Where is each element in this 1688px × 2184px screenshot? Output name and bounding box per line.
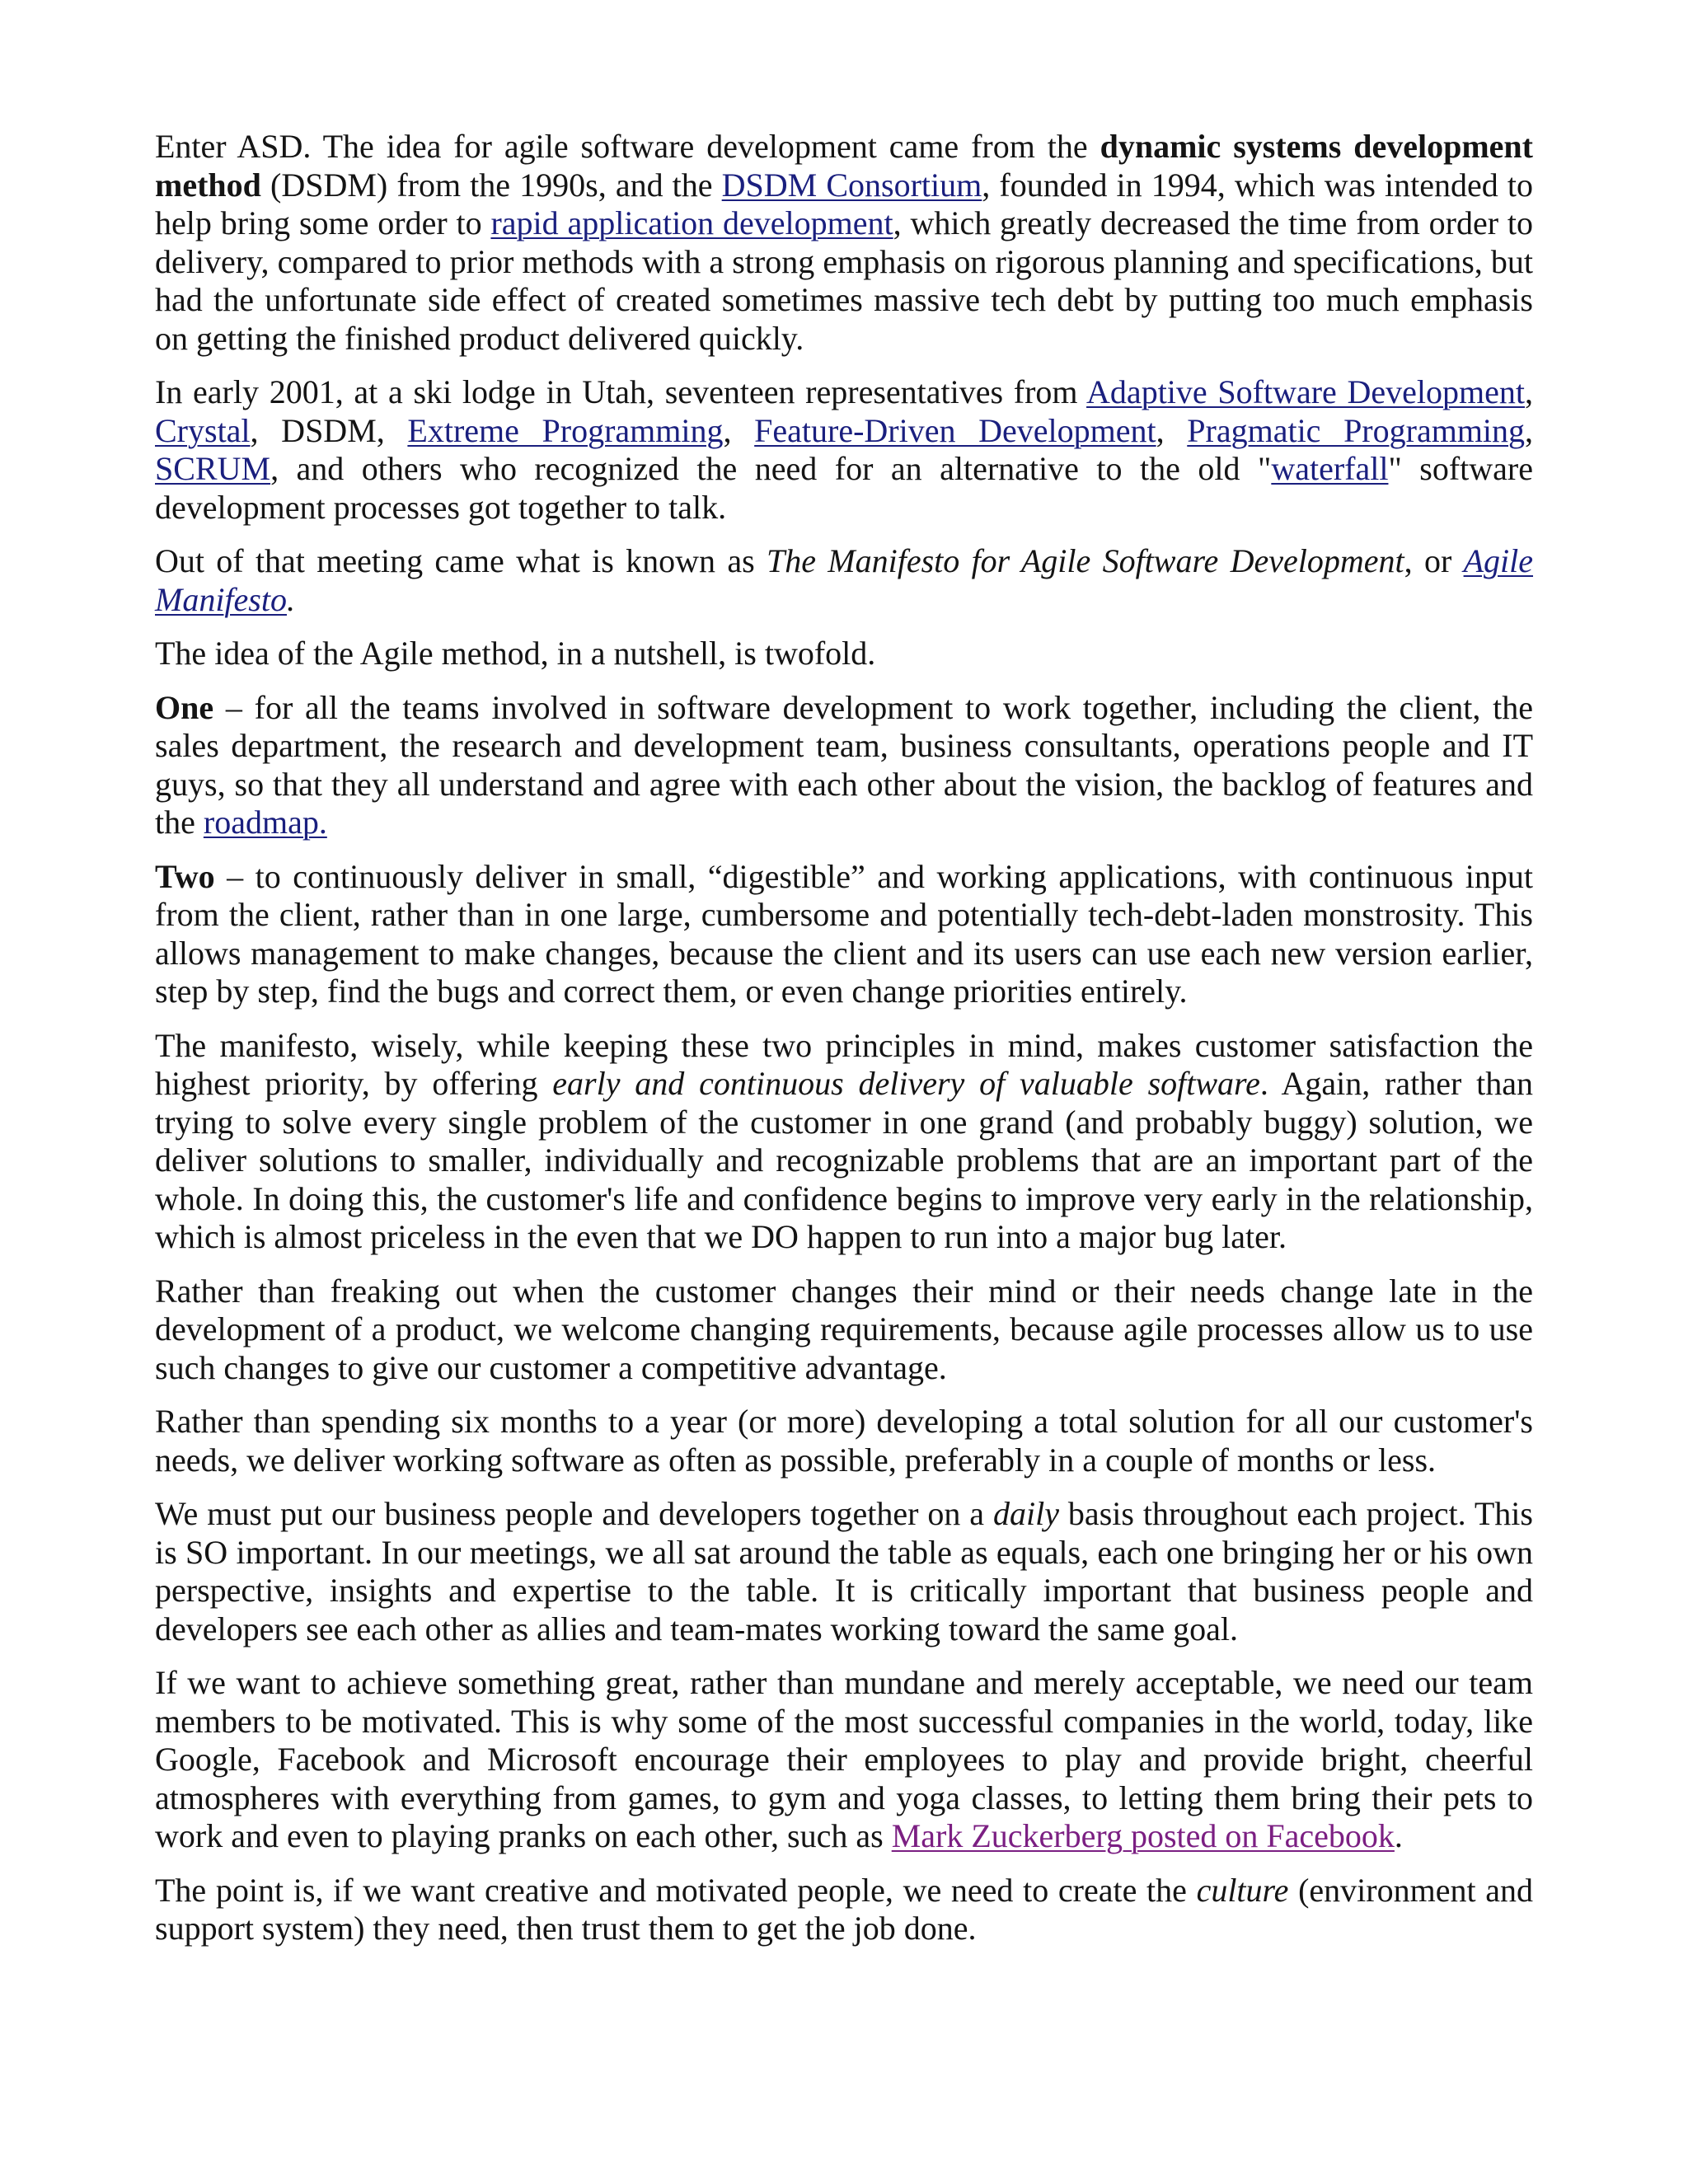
text: , xyxy=(1156,411,1188,449)
paragraph-twofold xyxy=(155,635,1533,673)
paragraph-principle-one xyxy=(155,689,1533,842)
text: basis throughout each project. This is SO important. In our meetings, we all sat around the table as equals, each one bringing her or his own perspective, insights and expertise to the table. It is critically important that business people and developers see each other as allies and team-mates working toward the same goal. xyxy=(155,1495,1533,1647)
text: In early 2001, at a ski lodge in Utah, seventeen representatives from xyxy=(155,373,1087,410)
text: (DSDM) from the 1990s, and the xyxy=(260,166,722,204)
italic-early-delivery: early and continuous delivery of valuable software xyxy=(552,1065,1260,1102)
text: Enter ASD. The idea for agile software development came from the xyxy=(155,128,1100,165)
link-mark-zuckerberg-facebook[interactable]: Mark Zuckerberg posted on Facebook xyxy=(891,1817,1395,1854)
text: " software development processes got together to talk. xyxy=(155,450,1534,526)
text: Out of that meeting came what is known as xyxy=(155,542,767,579)
italic-daily: daily xyxy=(993,1495,1059,1532)
text: The idea of the Agile method, in a nutshell, is twofold. xyxy=(155,635,876,672)
text: – to continuously deliver in small, “digestible” and working applications, with continuous input from the client, rather than in one large, cumbersome and potentially tech-debt-laden monstrosity. This allows management to make changes, because the client and its users can use each new version earlier, step by step, find the bugs and correct them, or even change priorities entirely. xyxy=(155,857,1533,1010)
text: , founded in 1994, which was intended to help bring some order to xyxy=(155,166,1533,241)
bold-label-two: Two xyxy=(155,857,215,895)
link-crystal[interactable]: Crystal xyxy=(155,411,251,449)
link-scrum[interactable]: SCRUM xyxy=(155,450,271,487)
paragraph-changing-requirements xyxy=(155,1272,1533,1388)
paragraph-ski-lodge xyxy=(155,373,1533,527)
bold-label-one: One xyxy=(155,688,214,726)
text: , which greatly decreased the time from order to delivery, compared to prior methods with a strong emphasis on rigorous planning and specifications, but had the unfortunate side effect of created sometimes massive tech debt by putting too much emphasis on getting the finished product delivered quickly. xyxy=(155,204,1534,357)
bold-term-dsdm: dynamic systems development method xyxy=(155,128,1533,204)
text: The manifesto, wisely, while keeping these two principles in mind, makes customer satisfaction the highest priority, by offering xyxy=(155,1026,1533,1102)
link-roadmap[interactable]: roadmap. xyxy=(203,804,327,841)
italic-culture: culture xyxy=(1196,1871,1289,1909)
text: (environment and support system) they need, then trust them to get the job done. xyxy=(155,1871,1533,1947)
document-page xyxy=(155,128,1533,1964)
link-rapid-application-development[interactable]: rapid application development xyxy=(490,204,893,241)
text: , xyxy=(1525,411,1534,449)
paragraph-asd-origin xyxy=(155,128,1533,358)
paragraph-principle-two xyxy=(155,858,1533,1011)
paragraph-manifesto xyxy=(155,542,1533,619)
link-agile-manifesto[interactable]: Agile Manifesto xyxy=(155,542,1534,618)
paragraph-customer-satisfaction xyxy=(155,1027,1533,1257)
text: The point is, if we want creative and motivated people, we need to create the xyxy=(155,1871,1197,1909)
text: , xyxy=(723,411,755,449)
link-pragmatic-programming[interactable]: Pragmatic Programming xyxy=(1187,411,1526,449)
link-waterfall[interactable]: waterfall xyxy=(1271,450,1389,487)
text: . xyxy=(286,580,295,618)
paragraph-daily-collaboration xyxy=(155,1495,1533,1648)
text: , or xyxy=(1404,542,1464,579)
text: , and others who recognized the need for an alternative to the old " xyxy=(270,450,1272,487)
link-dsdm-consortium[interactable]: DSDM Consortium xyxy=(721,166,982,204)
text: , DSDM, xyxy=(250,411,408,449)
italic-manifesto-title: The Manifesto for Agile Software Development xyxy=(766,542,1404,579)
text: Rather than freaking out when the customer changes their mind or their needs change late in the development of a product, we welcome changing requirements, because agile processes allow us to use such changes to give our customer a competitive advantage. xyxy=(155,1272,1533,1386)
paragraph-motivated-team xyxy=(155,1664,1533,1856)
text: – for all the teams involved in software development to work together, including the client, the sales department, the research and development team, business consultants, operations people and IT guys, so that they all understand and agree with each other about the vision, the backlog of features and the xyxy=(155,688,1533,841)
text: . Again, rather than trying to solve every single problem of the customer in one grand (and probably buggy) solution, we deliver solutions to smaller, individually and recognizable problems that are an important part of the whole. In doing this, the customer's life and confidence begins to improve very early in the relationship, which is almost priceless in the even that we DO happen to run into a major bug later. xyxy=(155,1065,1533,1255)
text: If we want to achieve something great, rather than mundane and merely acceptable, we need our team members to be motivated. This is why some of the most successful companies in the world, today, like Google, Facebook and Microsoft encourage their employees to play and provide bright, cheerful atmospheres with everything from games, to gym and yoga classes, to letting them bring their pets to work and even to playing pranks on each other, such as xyxy=(155,1664,1533,1854)
paragraph-culture xyxy=(155,1872,1533,1948)
link-feature-driven-development[interactable]: Feature-Driven Development xyxy=(754,411,1156,449)
text: Rather than spending six months to a year (or more) developing a total solution for all our customer's needs, we deliver working software as often as possible, preferably in a couple of months or less. xyxy=(155,1403,1533,1479)
link-extreme-programming[interactable]: Extreme Programming xyxy=(407,411,724,449)
text: We must put our business people and developers together on a xyxy=(155,1495,993,1532)
text: , xyxy=(1525,373,1533,410)
paragraph-working-software xyxy=(155,1403,1533,1479)
text: . xyxy=(1394,1817,1403,1854)
link-adaptive-software-development[interactable]: Adaptive Software Development xyxy=(1086,373,1525,410)
